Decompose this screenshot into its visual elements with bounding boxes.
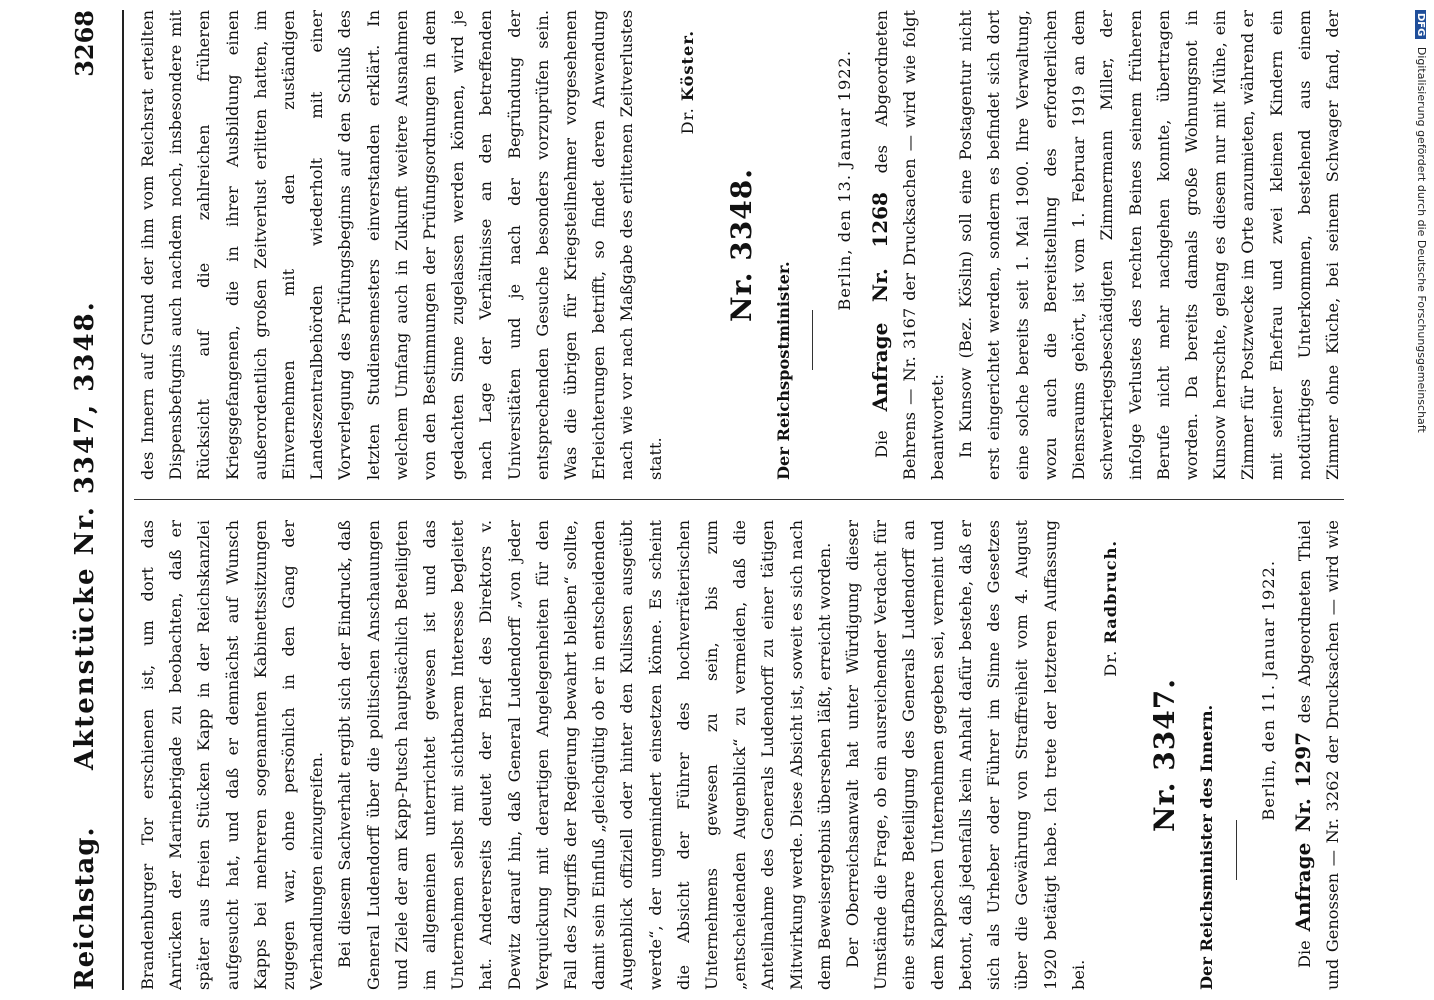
anfrage-label: Anfrage Nr. 1297 [1290,731,1315,932]
right-column [134,10,1344,480]
page-header [52,10,124,990]
anfrage-text: des Abgeordneten Thiel und Genossen — Nr. 3262 der Drucksachen — wird wie [1294,520,1342,990]
page-number: 3268 [70,10,99,77]
digitization-note-text: Digitalisierung gefördert durch die Deutsche Forschungsgemeinschaft [1415,46,1428,433]
header-publication: Reichstag. [70,826,100,990]
header-title: Aktenstücke Nr. 3347, 3348. [70,300,100,770]
signature-name: Radbruch. [1100,540,1120,644]
paragraph: In Kunsow (Bez. Köslin) soll eine Postagentur nicht erst eingerichtet werden, sondern es befindet sich dort eine solche bereits seit 1. Mai 1900. Ihre Verwaltung, wozu auch die Bereitstellung des erforderlichen Diensraums gehört, ist vom 1. Februar 1919 an dem schwerkriegsbeschädigten Zimmermann Miller, der infolge Verlustes des rechten Beines seinem früheren Berufe nicht mehr nachgehen konnte, übertragen worden. Da bereits damals große Wohnungsnot in Kunsow herrschte, gelang es diesem nur mit Mühe, ein Zimmer für Postzwecke im Orte anzumieten, während er mit seiner Ehefrau und zwei kleinen Kindern ein notdürftiges Unterkommen, bestehend aus einem Zimmer ohne Küche, bei seinem Schwager fand, der [956,10,1342,480]
dfg-logo: DFG [1415,10,1426,39]
document-page [52,10,1352,990]
divider [812,310,813,370]
left-column [134,520,1344,990]
signature-prefix: Dr. [677,107,697,135]
anfrage-label: Anfrage Nr. 1268 [867,192,892,412]
signature-name: Köster. [677,30,697,102]
signature [1097,540,1125,990]
dateline: Berlin, den 11. Januar 1922. [1258,560,1278,821]
digitization-note [1410,10,1428,990]
anfrage-word: Die [1294,940,1314,968]
ministry-heading: Der Reichspostminister. [774,261,794,480]
paragraph: Brandenburger Tor erschienen ist, um dort das Anrücken der Marinebrigade zu beobachten, daß er später aus freien Stücken Kapp in der Reichskanzlei aufgesucht hat, und daß er demnächst auf Wunsch Kapps bei mehreren sogenannten Kabinettssitzungen zugegen war, ohne persönlich in den Gang der Verhandlungen einzugreifen. [138,520,327,990]
signature [674,30,702,480]
anfrage-text: des Abgeordneten Behrens — Nr. 3167 der Drucksachen — wird wie folgt beantwortet: [871,10,948,480]
anfrage-intro [866,10,953,480]
paragraph: des Innern auf Grund der ihm vom Reichsrat erteilten Dispensbefugnis auch nachdem noch, insbesondere mit Rücksicht auf die zahlreichen früheren Kriegsgefangenen, die in ihrer Ausbildung einen außerordentlich großen Zeitverlust erlitten hatten, im Einvernehmen mit den zuständigen Landeszentralbehörden wiederholt mit einer Vorverlegung des Prüfungsbeginns auf den Schluß des letzten Studiensemesters einverstanden erklärt. In welchem Umfang auch in Zukunft weitere Ausnahmen von den Bestimmungen der Prüfungsordnungen in dem gedachten Sinne zugelassen werden können, wird je nach Lage der Verhältnisse an den betreffenden Universitäten und je nach der Begründung der entsprechenden Gesuche besonders vorzuprüfen sein. Was die übrigen für Kriegsteilnehmer vorgesehenen Erleichterungen betrifft, so findet deren Anwendung nach wie vor nach Maßgabe des erlittenen Zeitverlustes statt. [138,10,665,480]
anfrage-word: Die [871,430,891,458]
document-number: Nr. 3347. [1148,678,1182,832]
signature-prefix: Dr. [1100,649,1120,677]
ministry-heading: Der Reichsminister des Innern. [1197,704,1217,990]
paragraph: Der Oberreichsanwalt hat unter Würdigung dieser Umstände die Frage, ob ein ausreichender Verdacht für eine strafbare Beteiligung des Generals Ludendorff an dem Kappschen Unternehmen gegeben sei, verneint und betont, daß jedenfalls kein Anhalt dafür bestehe, daß er sich als Urheber oder Führer im Sinne des Gesetzes über die Gewährung von Straffreiheit vom 4. August 1920 betätigt habe. Ich trete der letzteren Auffassung bei. [843,520,1088,990]
paragraph: Bei diesem Sachverhalt ergibt sich der Eindruck, daß General Ludendorff über die politischen Anschauungen und Ziele der am Kapp-Putsch hauptsächlich Beteiligten im allgemeinen unterrichtet gewesen ist und das Unternehmen selbst mit sichtbarem Interesse begleitet hat. Andererseits deutet der Brief des Direktors v. Dewitz darauf hin, daß General Ludendorff „von jeder Verquickung mit derartigen Angelegenheiten für den Fall des Zugriffs der Regierung bewahrt bleiben“ sollte, damit sein Einfluß „gleichgültig ob er in entscheidenden Augenblick offiziell oder hinter den Kulissen ausgeübt werde“, der ungemindert einsetzen könne. Es scheint die Absicht der Führer des hochverräterischen Unternehmens gewesen zu sein, bis zum „entscheidenden Augenblick“ zu vermeiden, daß die Anteilnahme des Generals Ludendorff zu einer tätigen Mitwirkung werde. Diese Absicht ist, soweit es sich nach dem Beweisergebnis übersehen läßt, erreicht worden. [335,520,834,990]
divider [1236,820,1237,880]
anfrage-intro [1289,520,1344,990]
dateline: Berlin, den 13. Januar 1922. [835,50,855,311]
document-number: Nr. 3348. [725,168,759,322]
column-divider [134,499,1344,500]
